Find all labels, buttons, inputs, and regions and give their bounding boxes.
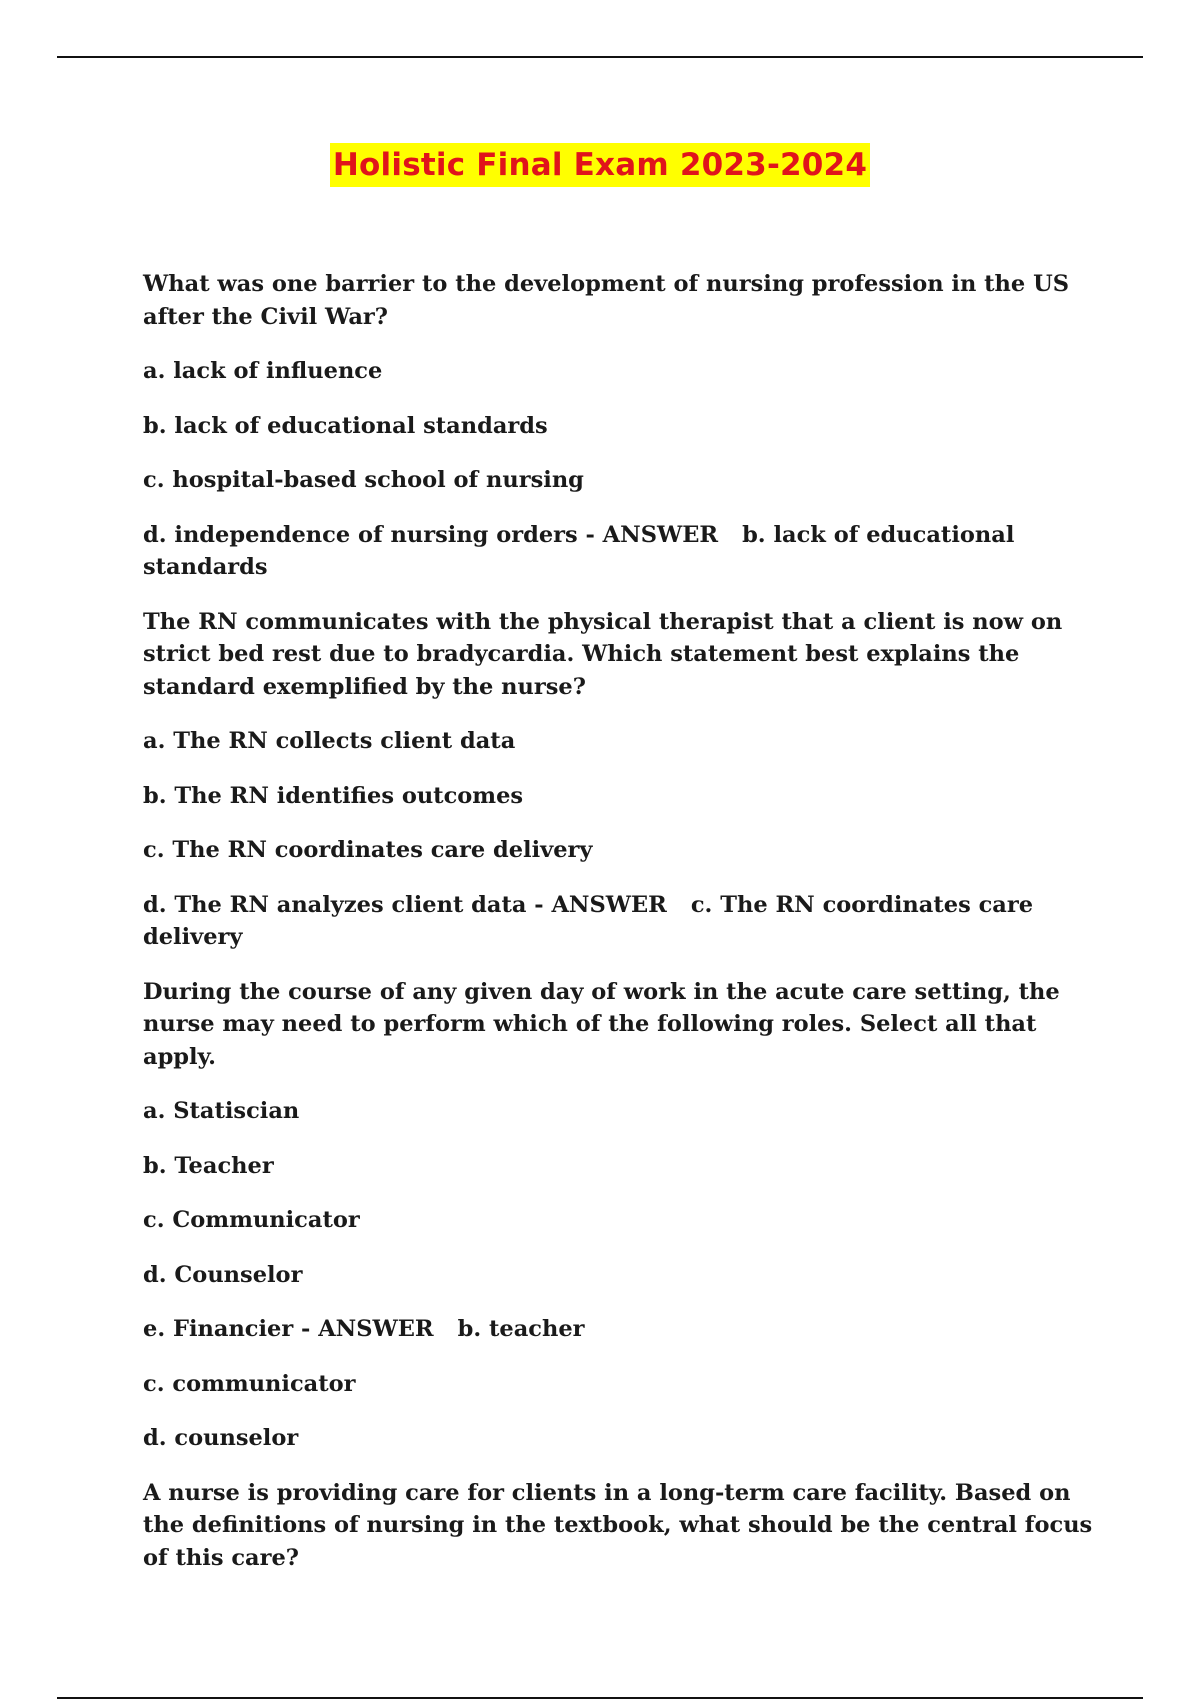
correct-answer: b. teacher: [457, 1316, 585, 1342]
answer-option: d. Counselor: [143, 1261, 303, 1288]
correct-answer-continued: d. counselor: [143, 1425, 299, 1451]
question-text: What was one barrier to the development of nursing profession in the US after the Civil War?: [143, 271, 1069, 330]
answer-line: [143, 519, 1103, 584]
answer-option: a. lack of influence: [143, 358, 383, 384]
question-text: During the course of any given day of work in the acute care setting, the nurse may need to perform which of the following roles. Select all that apply.: [143, 978, 1060, 1070]
last-option: d. independence of nursing orders - ANSWER: [143, 521, 719, 548]
answer-option: c. The RN coordinates care delivery: [143, 837, 593, 863]
title-container: [0, 143, 1200, 187]
last-option: e. Financier - ANSWER: [143, 1316, 434, 1342]
answer-option: b. The RN identifies outcomes: [143, 782, 524, 809]
question-text: A nurse is providing care for clients in a long-term care facility. Based on the definitions of nursing in the textbook, what should be the central focus of this care?: [143, 1479, 1093, 1571]
answer-option: a. The RN collects client data: [143, 728, 516, 754]
question-block: [143, 976, 1103, 1455]
answer-option: a. Statiscian: [143, 1098, 300, 1124]
last-option: d. The RN analyzes client data - ANSWER: [143, 891, 667, 918]
answer-line: [143, 889, 1103, 954]
answer-option: c. Communicator: [143, 1207, 360, 1233]
correct-answer-continued: c. communicator: [143, 1370, 356, 1397]
document-body: [143, 268, 1103, 1596]
question-block: [143, 268, 1103, 584]
question-block: [143, 1477, 1103, 1575]
question-text: The RN communicates with the physical therapist that a client is now on strict bed rest due to bradycardia. Which statement best explains the standard exemplified by the nurse?: [143, 608, 1063, 700]
page-title: Holistic Final Exam 2023-2024: [330, 143, 870, 187]
answer-line: [143, 1313, 1103, 1346]
bottom-rule: [57, 1697, 1143, 1699]
correct-answer: b. lack of educational standards: [143, 521, 1015, 580]
answer-option: b. Teacher: [143, 1152, 274, 1179]
answer-option: c. hospital-based school of nursing: [143, 467, 584, 493]
question-block: [143, 606, 1103, 954]
correct-answer: c. The RN coordinates care delivery: [143, 891, 1034, 950]
answer-option: b. lack of educational standards: [143, 412, 548, 439]
top-rule: [57, 56, 1143, 58]
